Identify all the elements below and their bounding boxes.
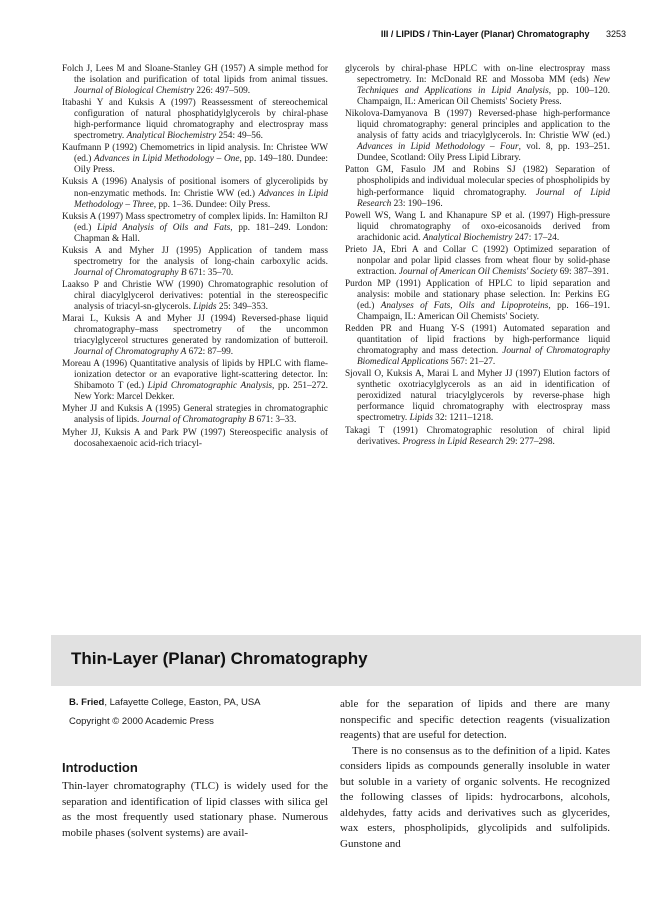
author-affiliation: , Lafayette College, Easton, PA, USA — [104, 697, 261, 708]
reference-entry — [62, 212, 328, 245]
reference-citation: , pp. 1–36. Dundee: Oily Press. — [153, 199, 271, 210]
reference-citation: 671: 35–70. — [186, 267, 234, 278]
reference-text: Prieto JA, Ebri A and Collar C (1992) Optimized separation of nonpolar and polar lipid classes from wheat flour by solid-phase extraction. — [345, 244, 610, 277]
reference-text: Kuksis A (1997) Mass spectrometry of complex lipids. In: Hamilton RJ (ed.) — [62, 211, 328, 233]
reference-entry — [62, 314, 328, 358]
reference-journal: Journal of Chromatography B — [141, 415, 255, 426]
reference-citation: 247: 17–24. — [512, 232, 560, 243]
article-title-banner — [51, 635, 641, 686]
reference-entry — [62, 280, 328, 313]
reference-text: Folch J, Lees M and Sloane-Stanley GH (1957) A simple method for the isolation and purification of total lipids from animal tissues. — [62, 64, 328, 86]
reference-text: Nikolova-Damyanova B (1997) Reversed-phase high-performance liquid chromatography: general principles and application to the analysis of fatty acids and triacylglycerols. In: Christie WW (ed.) — [345, 109, 610, 142]
reference-text: Moreau A (1996) Quantitative analysis of lipids by HPLC with flame-ionization detector or an evaporative light-scattering detector. In: Shibamoto T (ed.) — [62, 359, 328, 392]
reference-citation: 567: 21–27. — [448, 357, 496, 368]
reference-journal: Lipid Chromatographic Analysis — [147, 381, 273, 392]
reference-journal: New Techniques and Applications in Lipid Analysis — [357, 75, 610, 97]
reference-entry — [345, 426, 610, 448]
reference-entry — [345, 324, 610, 368]
reference-citation: 29: 277–298. — [503, 436, 555, 447]
reference-entry — [62, 143, 328, 176]
reference-entry — [62, 246, 328, 279]
reference-entry — [345, 245, 610, 278]
reference-citation: 69: 387–391. — [557, 266, 609, 277]
reference-entry — [345, 211, 610, 244]
reference-journal: Journal of Lipid Research — [357, 187, 610, 209]
reference-journal: Lipid Analysis of Oils and Fats — [97, 222, 231, 233]
reference-citation: , pp. 100–120. Champaign, IL: American Oil Chemists' Society Press. — [357, 86, 610, 108]
reference-entry — [345, 165, 610, 209]
reference-journal: Lipids — [193, 301, 217, 312]
reference-citation: , pp. 166–191. Champaign, IL: American Oil Chemists' Society. — [357, 300, 610, 323]
reference-journal: Lipids — [409, 413, 433, 424]
intro-paragraph-right-2: There is no consensus as to the definition of a lipid. Kates considers lipids as compounds generally insoluble in water but soluble in a variety of organic solvents. He recognized the following classes of lipids: hydrocarbons, alcohols, aldehydes, fatty acids and derivatives such as glycerides, wax esters, phospholipids, glycolipids and sulfolipids. Gunstone and — [340, 744, 610, 850]
reference-journal: Progress in Lipid Research — [402, 436, 504, 447]
reference-entry — [62, 177, 328, 210]
reference-journal: Analytical Biochemistry — [126, 131, 217, 142]
reference-citation: 254: 49–56. — [216, 131, 263, 142]
reference-entry — [62, 428, 328, 450]
reference-journal: Journal of Chromatography Biomedical Applications — [357, 346, 610, 368]
reference-citation: 672: 87–99. — [186, 347, 234, 358]
reference-citation: 23: 190–196. — [391, 198, 443, 209]
reference-journal: Journal of Biological Chemistry — [74, 86, 195, 97]
reference-text: Patton GM, Fasulo JM and Robins SJ (1982) Separation of phospholipids and individual molecular species of phospholipids by high-performance liquid chromatography. — [345, 165, 610, 198]
reference-text: Itabashi Y and Kuksis A (1997) Reassessment of stereochemical configuration of natural phosphatidylglycerols by chiral-phase high-performance liquid chromatography and electrospray mass spectrometry. — [62, 98, 328, 142]
reference-entry — [62, 98, 328, 142]
reference-text: Marai L, Kuksis A and Myher JJ (1994) Reversed-phase liquid chromatography–mass spectrometry of the uncommon triacylglycerol structures generated by randomization of butteroil. — [62, 314, 328, 347]
reference-journal: Journal of Chromatography A — [74, 347, 187, 358]
reference-text: Laakso P and Christie WW (1990) Chromatographic resolution of chiral diacylglycerol derivatives: potential in the stereospecific analysis of triacyl-sn-glycerols. — [62, 279, 328, 312]
reference-text: Powell WS, Wang L and Khanapure SP et al. (1997) High-pressure liquid chromatography of oxo-eicosanoids derived from arachidonic acid. — [345, 210, 610, 243]
reference-journal: Journal of Chromatography B — [74, 267, 187, 278]
author-name: B. Fried — [69, 697, 105, 708]
reference-entry — [345, 64, 610, 108]
reference-entry — [62, 359, 328, 403]
reference-text: Sjovall O, Kuksis A, Marai L and Myher JJ (1997) Elution factors of synthetic oxotriacylglycerols as an aid in identification of peroxidized natural triacylglycerols by reverse-phase high performance liquid chromatography with electrospray mass spectrometry. — [345, 369, 610, 424]
reference-citation: , pp. 251–272. New York: Marcel Dekker. — [74, 381, 328, 403]
reference-citation: 32: 1211–1218. — [432, 413, 494, 424]
reference-citation: , pp. 181–249. London: Chapman & Hall. — [74, 222, 328, 244]
reference-entry — [345, 369, 610, 424]
reference-text: Redden PR and Huang Y-S (1991) Automated separation and quantitation of lipid fractions by high-performance liquid chromatography and mass detection. — [345, 324, 610, 357]
reference-entry — [62, 404, 328, 426]
running-title: III / LIPIDS / Thin-Layer (Planar) Chromatography — [380, 29, 590, 39]
reference-citation: 671: 3–33. — [254, 415, 297, 426]
intro-paragraph-left: Thin-layer chromatography (TLC) is widely used for the separation and identification of lipid classes with silica gel as the most frequently used stationary phase. Numerous mobile phases (solvent systems) are avail- — [62, 780, 328, 839]
reference-text: Myher JJ, Kuksis A and Park PW (1997) Stereospecific analysis of docosahexaenoic acid-rich triacyl- — [62, 427, 328, 449]
article-title: Thin-Layer (Planar) Chromatography — [71, 649, 368, 668]
author-line — [69, 697, 261, 708]
reference-entry — [62, 64, 328, 97]
reference-journal: Advances in Lipid Methodology – Three — [74, 188, 328, 210]
references-left-column — [62, 64, 328, 451]
reference-text: Myher JJ and Kuksis A (1995) General strategies in chromatographic analysis of lipids. — [62, 404, 328, 426]
reference-citation: , vol. 8, pp. 193–251. Dundee, Scotland: Oily Press Lipid Library. — [357, 142, 610, 164]
reference-text: Purdon MP (1991) Application of HPLC to lipid separation and analysis: mobile and stationary phase selection. In: Perkins EG (ed.) — [345, 278, 610, 311]
page-number: 3253 — [605, 29, 626, 39]
intro-paragraph-right-1: able for the separation of lipids and there are many nonspecific and specific detection reagents (visualization reagents) that are useful for detection. — [340, 698, 610, 741]
reference-journal: Analyses of Fats, Oils and Lipoproteins — [380, 300, 549, 311]
reference-entry — [345, 109, 610, 164]
reference-text: Takagi T (1991) Chromatographic resolution of chiral lipid derivatives. — [345, 425, 610, 447]
reference-text: Kaufmann P (1992) Chemometrics in lipid analysis. In: Christee WW (ed.) — [62, 143, 328, 165]
references-right-column — [345, 64, 610, 449]
reference-entry — [345, 279, 610, 323]
reference-citation: , pp. 149–180. Dundee: Oily Press. — [74, 154, 328, 176]
reference-journal: Journal of American Oil Chemists' Society — [398, 266, 558, 277]
reference-citation: 226: 497–509. — [194, 86, 251, 97]
intro-right-column — [340, 697, 610, 852]
reference-citation: 25: 349–353. — [216, 301, 268, 312]
copyright-notice: Copyright © 2000 Academic Press — [69, 716, 214, 727]
reference-journal: Advances in Lipid Methodology – One — [94, 154, 240, 165]
running-header — [381, 29, 626, 39]
reference-journal: Analytical Biochemistry — [422, 232, 513, 243]
reference-text: glycerols by chiral-phase HPLC with on-line electrospray mass sepectrometry. In: McDonald RE and Mossoba MM (eds) — [345, 64, 610, 86]
reference-journal: Advances in Lipid Methodology – Four — [357, 142, 519, 153]
reference-text: Kuksis A and Myher JJ (1995) Application of tandem mass spectrometry for the analysis of long-chain carboxylic acids. — [62, 245, 328, 267]
section-heading: Introduction — [62, 760, 138, 775]
reference-text: Kuksis A (1996) Analysis of positional isomers of glycerolipids by non-enzymatic methods. In: Christie WW (ed.) — [62, 177, 328, 199]
